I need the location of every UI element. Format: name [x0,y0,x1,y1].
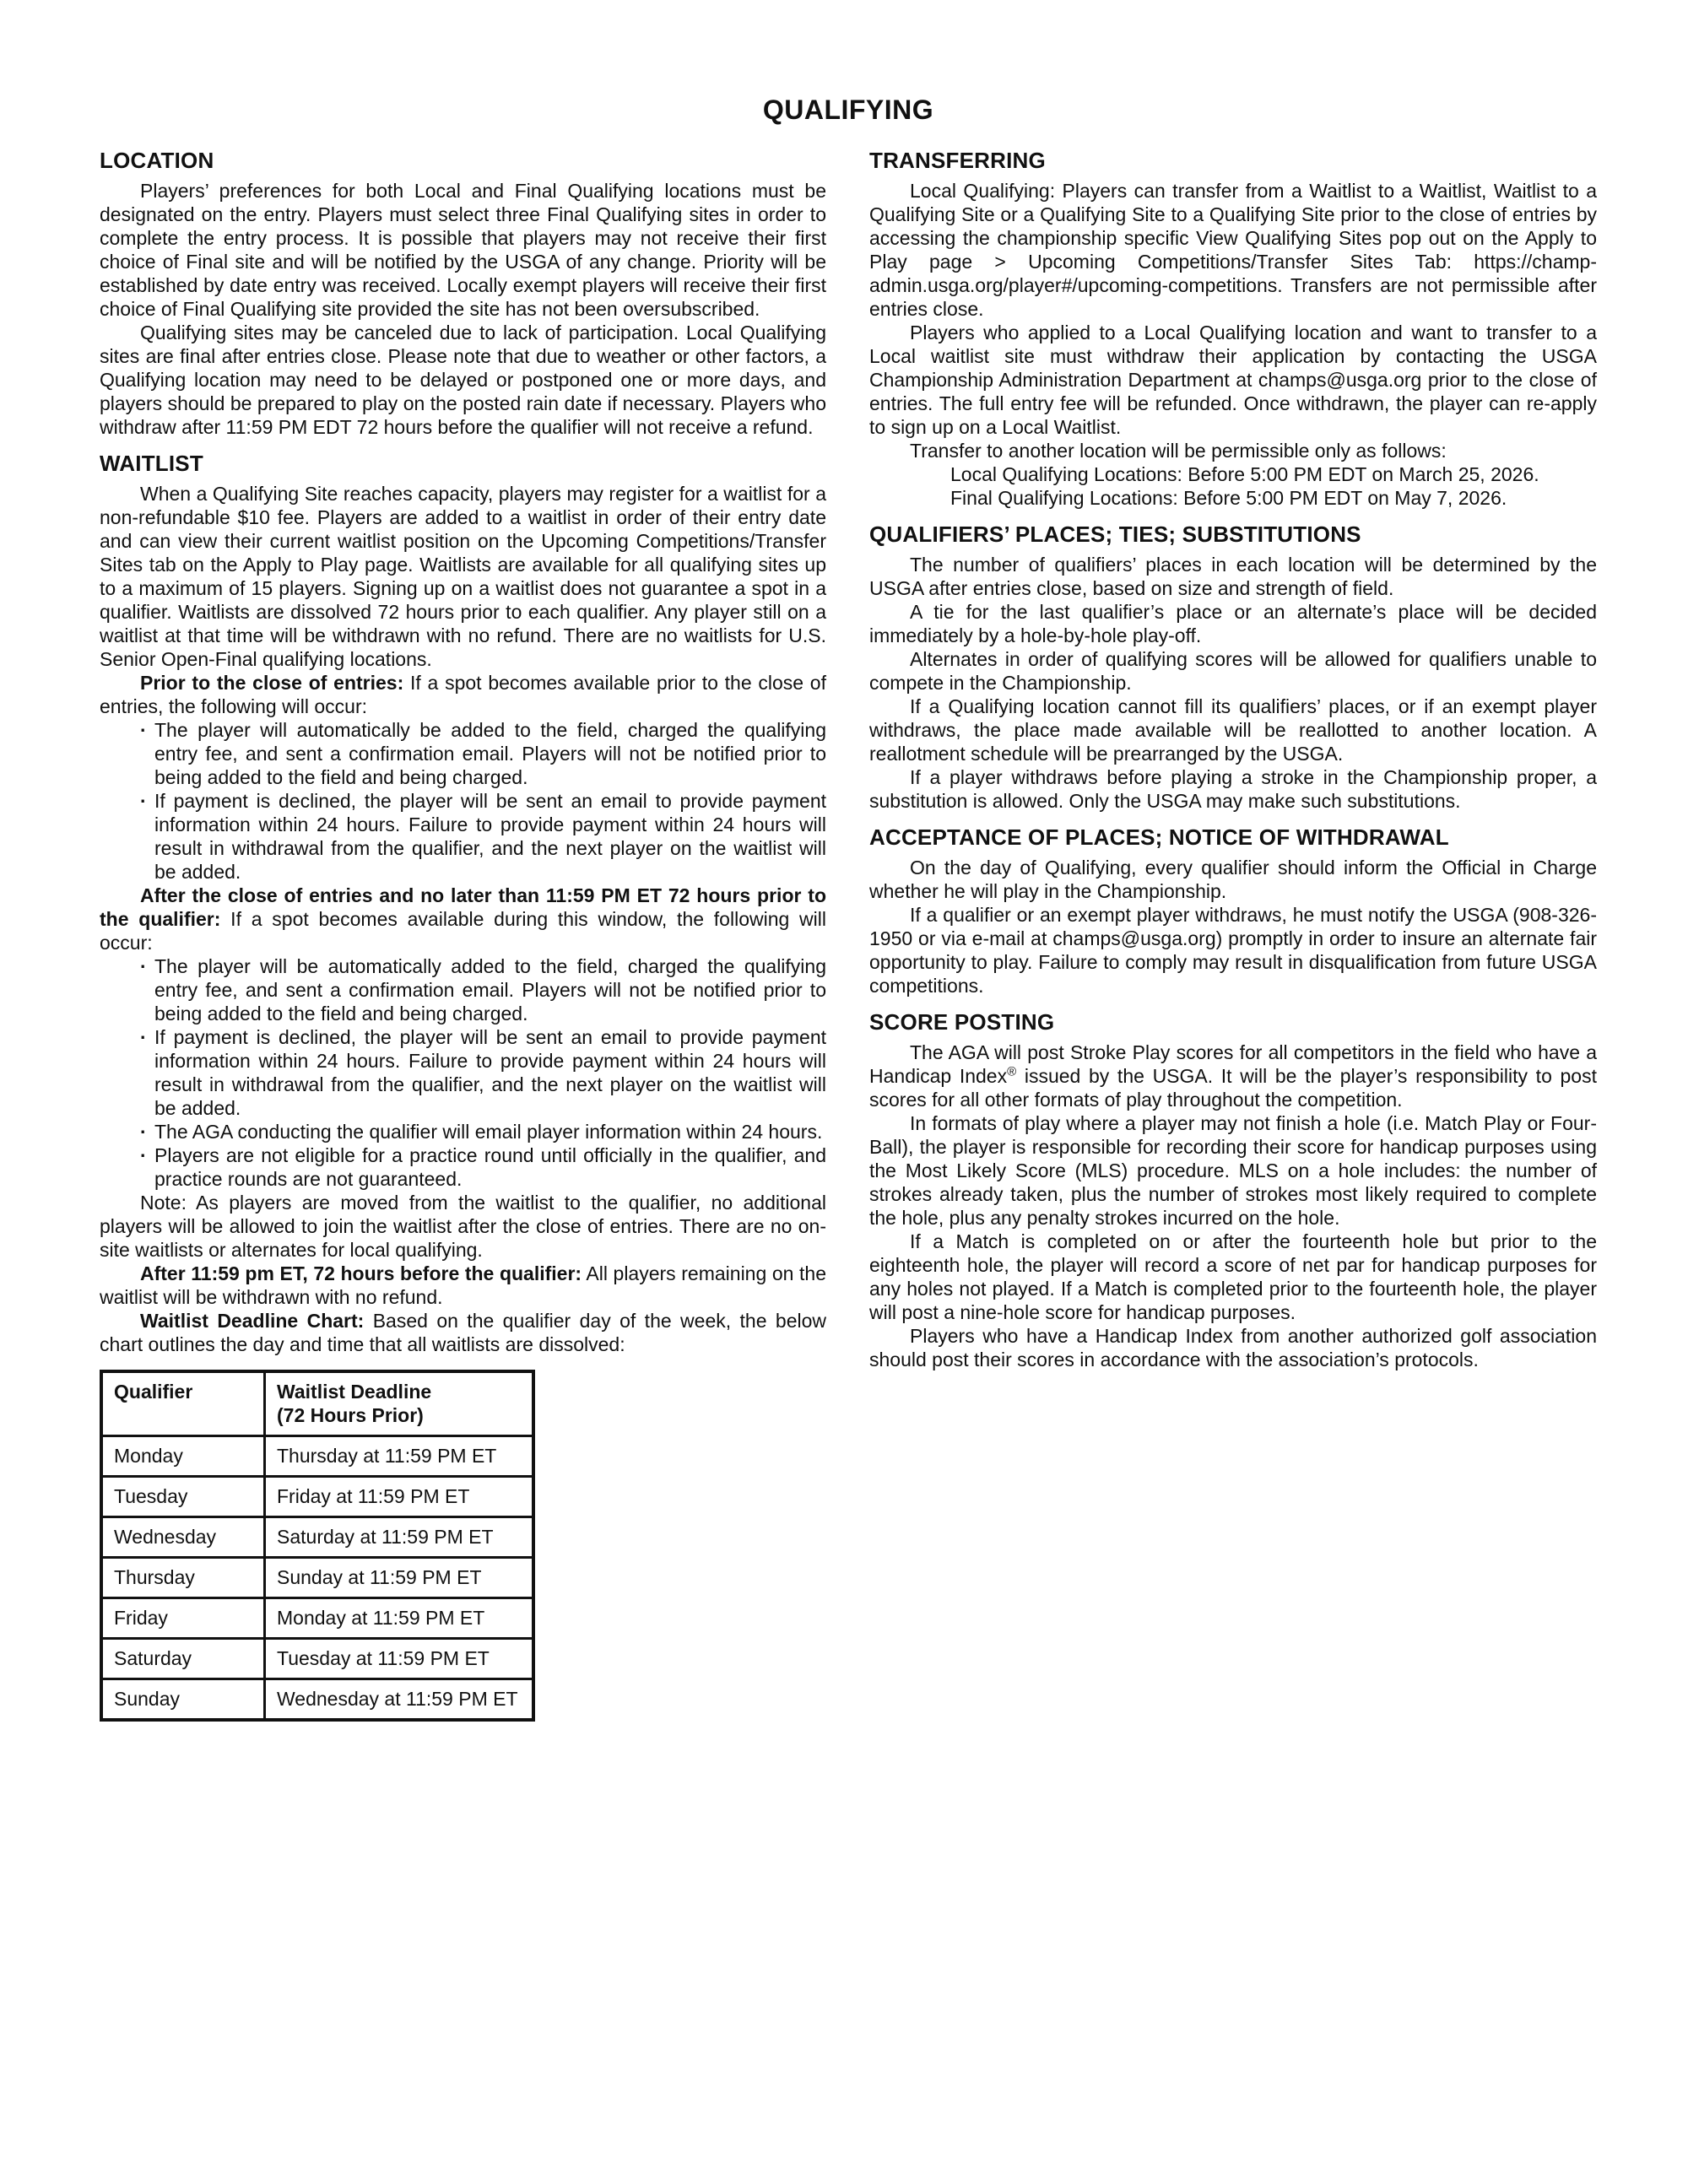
qualifiers-places-paragraph-1: The number of qualifiers’ places in each location will be determined by the USGA after entries close, based on size and strength of field. [869,554,1597,599]
waitlist-prior-bullet-list [100,718,826,884]
table-row [101,1517,533,1558]
waitlist-prior-lead: Prior to the close of entries: [140,672,404,694]
table-row [101,1639,533,1679]
table-cell-qualifier: Monday [101,1436,265,1477]
waitlist-prior-rest: If a spot becomes available prior to the close of entries, the following will occur: [100,672,826,717]
score-posting-paragraph-3: If a Match is completed on or after the fourteenth hole but prior to the eighteenth hole, the player will record a score of net par for handicap purposes for any holes not played. If a Match is completed prior to the fourteenth hole, the player will post a nine-hole score for handicap purposes. [869,1230,1597,1323]
transferring-paragraph-1: Local Qualifying: Players can transfer from a Waitlist to a Waitlist, Waitlist to a Qualifying Site or a Qualifying Site to a Qualifying Site prior to the close of entries by accessing the championship specific View Qualifying Sites pop out on the Apply to Play page > Upcoming Competitions/Transfer Sites Tab: https://champ-admin.usga.org/player#/upcoming-competitions. Transfers are not permissible after entries close. [869,180,1597,320]
right-column [869,148,1597,1371]
table-cell-deadline: Friday at 11:59 PM ET [265,1477,534,1517]
location-paragraph-1: Players’ preferences for both Local and Final Qualifying locations must be designated on the entry. Players must select three Final Qualifying sites in order to complete the entry process. It is possible that players may not receive their first choice of Final site and will be notified by the USGA of any change. Priority will be established by date entry was received. Locally exempt players will receive their first choice of Final Qualifying site provided the site has not been oversubscribed. [100,180,826,320]
score-posting-p1-text-b: issued by the USGA. It will be the player’s responsibility to post scores for all other formats of play throughout the competition. [869,1065,1597,1111]
table-cell-deadline: Sunday at 11:59 PM ET [265,1558,534,1598]
table-row [101,1679,533,1721]
transferring-local-deadline: Local Qualifying Locations: Before 5:00 PM EDT on March 25, 2026. [950,463,1539,485]
qualifiers-places-paragraph-4: If a Qualifying location cannot fill its qualifiers’ places, or if an exempt player withdraws, the place made available will be reallotted to another location. A reallotment schedule will be prearranged by the USGA. [869,695,1597,765]
left-column [100,148,826,1722]
waitlist-deadline-table [100,1370,535,1722]
table-cell-qualifier: Sunday [101,1679,265,1721]
table-cell-qualifier: Tuesday [101,1477,265,1517]
waitlist-note-paragraph: Note: As players are moved from the waitlist to the qualifier, no additional players will be allowed to join the waitlist after the close of entries. There are no on-site waitlists or alternates for local qualifying. [100,1192,826,1261]
waitlist-chart-lead: Waitlist Deadline Chart: [140,1310,365,1332]
qualifiers-places-paragraph-5: If a player withdraws before playing a stroke in the Championship proper, a substitution is allowed. Only the USGA may make such substitutions. [869,766,1597,812]
table-row [101,1477,533,1517]
bullet-item: · The player will be automatically added to the field, charged the qualifying entry fee, and sent a confirmation email. Players will not be notified prior to being added to the field and being charged. [154,954,826,1025]
table-cell-deadline: Monday at 11:59 PM ET [265,1598,534,1639]
section-heading-waitlist: WAITLIST [100,451,203,476]
table-row [101,1558,533,1598]
waitlist-after-close-lead: After the close of entries and no later than 11:59 PM ET 72 hours prior to the qualifier: [100,884,826,930]
table-row [101,1598,533,1639]
section-heading-acceptance: ACCEPTANCE OF PLACES; NOTICE OF WITHDRAWAL [869,824,1449,850]
waitlist-after-1159-rest: All players remaining on the waitlist will be withdrawn with no refund. [100,1262,826,1308]
table-cell-qualifier: Thursday [101,1558,265,1598]
section-heading-score-posting: SCORE POSTING [869,1009,1055,1035]
score-posting-paragraph-4: Players who have a Handicap Index from another authorized golf association should post their scores in accordance with the association’s protocols. [869,1325,1597,1370]
table-cell-deadline: Thursday at 11:59 PM ET [265,1436,534,1477]
table-header-row [101,1371,533,1436]
two-column-layout [100,148,1597,1722]
section-heading-qualifiers-places: QUALIFIERS’ PLACES; TIES; SUBSTITUTIONS [869,522,1361,547]
table-header-deadline [265,1371,534,1436]
waitlist-paragraph-1: When a Qualifying Site reaches capacity, players may register for a waitlist for a non-refundable $10 fee. Players are added to a waitlist in order of their entry date and can view their current waitlist position on the Upcoming Competitions/Transfer Sites tab on the Apply to Play page. Waitlists are available for all qualifying sites up to a maximum of 15 players. Signing up on a waitlist does not guarantee a spot in a qualifier. Waitlists are dissolved 72 hours prior to each qualifier. Any player still on a waitlist at that time will be withdrawn with no refund. There are no waitlists for U.S. Senior Open-Final qualifying locations. [100,483,826,670]
waitlist-after-1159-lead: After 11:59 pm ET, 72 hours before the qualifier: [140,1262,582,1284]
acceptance-paragraph-1: On the day of Qualifying, every qualifier should inform the Official in Charge whether he will play in the Championship. [869,857,1597,902]
table-cell-qualifier: Friday [101,1598,265,1639]
registered-trademark-symbol: ® [1007,1064,1017,1079]
location-paragraph-2: Qualifying sites may be canceled due to lack of participation. Local Qualifying sites are final after entries close. Please note that due to weather or other factors, a Qualifying location may need to be delayed or postponed one or more days, and players should be prepared to play on the posted rain date if necessary. Players who withdraw after 11:59 PM EDT 72 hours before the qualifier will not receive a refund. [100,322,826,438]
bullet-item: · If payment is declined, the player will be sent an email to provide payment information within 24 hours. Failure to provide payment within 24 hours will result in withdrawal from the qualifier, and the next player on the waitlist will be added. [154,1025,826,1120]
table-header-deadline-line1: Waitlist Deadline [277,1381,432,1403]
waitlist-chart-paragraph [100,1309,826,1356]
table-cell-deadline: Wednesday at 11:59 PM ET [265,1679,534,1721]
qualifiers-places-paragraph-2: A tie for the last qualifier’s place or an alternate’s place will be decided immediately by a hole-by-hole play-off. [869,601,1597,646]
section-heading-location: LOCATION [100,148,214,173]
score-posting-paragraph-2: In formats of play where a player may not finish a hole (i.e. Match Play or Four-Ball), the player is responsible for recording their score for handicap purposes using the Most Likely Score (MLS) procedure. MLS on a hole includes: the number of strokes already taken, plus the number of strokes most likely required to complete the hole, plus any penalty strokes incurred on the hole. [869,1112,1597,1229]
table-header-qualifier: Qualifier [101,1371,265,1436]
transferring-paragraph-2: Players who applied to a Local Qualifying location and want to transfer to a Local waitlist site must withdraw their application by contacting the USGA Championship Administration Department at champs@usga.org prior to the close of entries. The full entry fee will be refunded. Once withdrawn, the player can re-apply to sign up on a Local Waitlist. [869,322,1597,438]
section-heading-transferring: TRANSFERRING [869,148,1046,173]
bullet-item: · The AGA conducting the qualifier will email player information within 24 hours. [154,1120,826,1143]
table-row [101,1436,533,1477]
bullet-item: · If payment is declined, the player will be sent an email to provide payment information within 24 hours. Failure to provide payment within 24 hours will result in withdrawal from the qualifier, and the next player on the waitlist will be added. [154,789,826,884]
score-posting-paragraph-1 [869,1041,1597,1111]
waitlist-chart-rest: Based on the qualifier day of the week, the below chart outlines the day and time that all waitlists are dissolved: [100,1310,826,1355]
waitlist-after-close-bullet-list [100,954,826,1191]
acceptance-paragraph-2: If a qualifier or an exempt player withdraws, he must notify the USGA (908-326-1950 or via e-mail at champs@usga.org) promptly in order to insure an alternate fair opportunity to play. Failure to comply may result in disqualification from future USGA competitions. [869,904,1597,997]
transferring-paragraph-3: Transfer to another location will be permissible only as follows: [910,440,1447,462]
table-cell-qualifier: Wednesday [101,1517,265,1558]
table-cell-deadline: Tuesday at 11:59 PM ET [265,1639,534,1679]
bullet-item: · The player will automatically be added to the field, charged the qualifying entry fee, and sent a confirmation email. Players will not be notified prior to being added to the field and being charged. [154,718,826,789]
waitlist-prior-paragraph [100,671,826,718]
waitlist-after-close-rest: If a spot becomes available during this window, the following will occur: [100,908,826,954]
table-header-deadline-line2: (72 Hours Prior) [277,1404,424,1426]
bullet-item: · Players are not eligible for a practice round until officially in the qualifier, and practice rounds are not guaranteed. [154,1143,826,1191]
waitlist-after-1159-paragraph [100,1262,826,1309]
page-title: QUALIFYING [762,95,934,125]
table-cell-deadline: Saturday at 11:59 PM ET [265,1517,534,1558]
transferring-final-deadline: Final Qualifying Locations: Before 5:00 PM EDT on May 7, 2026. [950,487,1507,509]
waitlist-after-close-paragraph [100,884,826,954]
qualifiers-places-paragraph-3: Alternates in order of qualifying scores will be allowed for qualifiers unable to compete in the Championship. [869,648,1597,694]
score-posting-p1-text-a: The AGA will post Stroke Play scores for all competitors in the field who have a Handicap Index [869,1041,1597,1087]
table-cell-qualifier: Saturday [101,1639,265,1679]
